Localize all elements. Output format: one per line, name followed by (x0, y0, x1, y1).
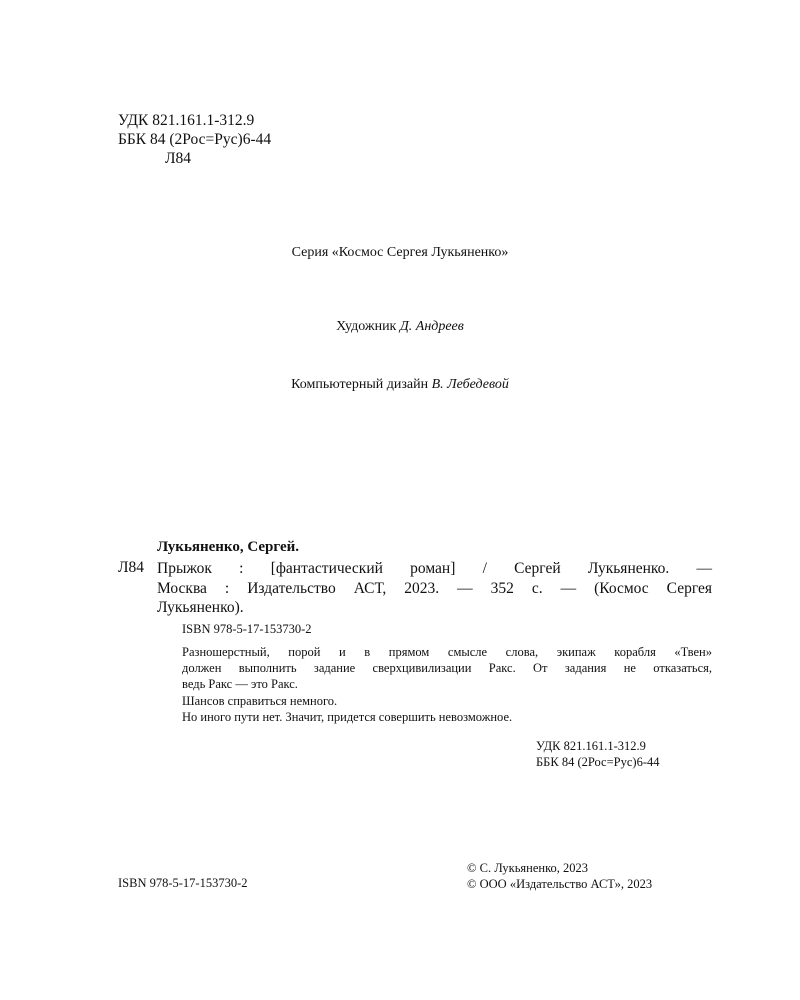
bib-description (157, 559, 712, 618)
footer-isbn: ISBN 978-5-17-153730-2 (118, 876, 248, 890)
copyright-publisher: © ООО «Издательство АСТ», 2023 (467, 877, 653, 891)
bbk-code: ББК 84 (2Рос=Рус)6-44 (118, 131, 272, 148)
abstract-line: ведь Ракс — это Ракс. (182, 677, 298, 692)
illustrator-name: Д. Андреев (399, 319, 464, 334)
bib-author: Лукьяненко, Сергей. (157, 539, 300, 555)
bib-line: Прыжок : [фантастический роман] / Сергей Лукьяненко. — (157, 560, 712, 577)
copyright-block (467, 860, 652, 892)
abstract-line: Шансов справиться немного. (182, 693, 338, 708)
design-label: Компьютерный дизайн (291, 377, 432, 392)
classification-block (118, 111, 271, 168)
udk-code-repeat: УДК 821.161.1-312.9 (536, 739, 646, 753)
abstract-line: должен выполнить задание сверхцивилизации Ракс. От задания не отказаться, (182, 661, 712, 676)
classification-repeat (536, 738, 659, 770)
illustrator-line (0, 319, 800, 335)
bib-line: Лукьяненко). (157, 599, 244, 616)
udk-code: УДК 821.161.1-312.9 (118, 112, 255, 129)
design-name: В. Лебедевой (431, 377, 509, 392)
abstract-line: Но иного пути нет. Значит, придется совершить невозможное. (182, 709, 513, 724)
series-line: Серия «Космос Сергея Лукьяненко» (291, 245, 509, 260)
bib-line: Москва : Издательство АСТ, 2023. — 352 с. — (Космос Сергея (157, 579, 712, 597)
author-mark: Л84 (165, 150, 192, 167)
copyright-author: © С. Лукьяненко, 2023 (467, 861, 589, 875)
bib-author-mark: Л84 (118, 559, 145, 576)
abstract (182, 644, 712, 725)
abstract-line: Разношерстный, порой и в прямом смысле слова, экипаж корабля «Твен» (182, 645, 712, 659)
bib-isbn: ISBN 978-5-17-153730-2 (182, 622, 312, 636)
bbk-code-repeat: ББК 84 (2Рос=Рус)6-44 (536, 755, 660, 769)
illustrator-label: Художник (336, 319, 400, 334)
design-line (0, 377, 800, 393)
